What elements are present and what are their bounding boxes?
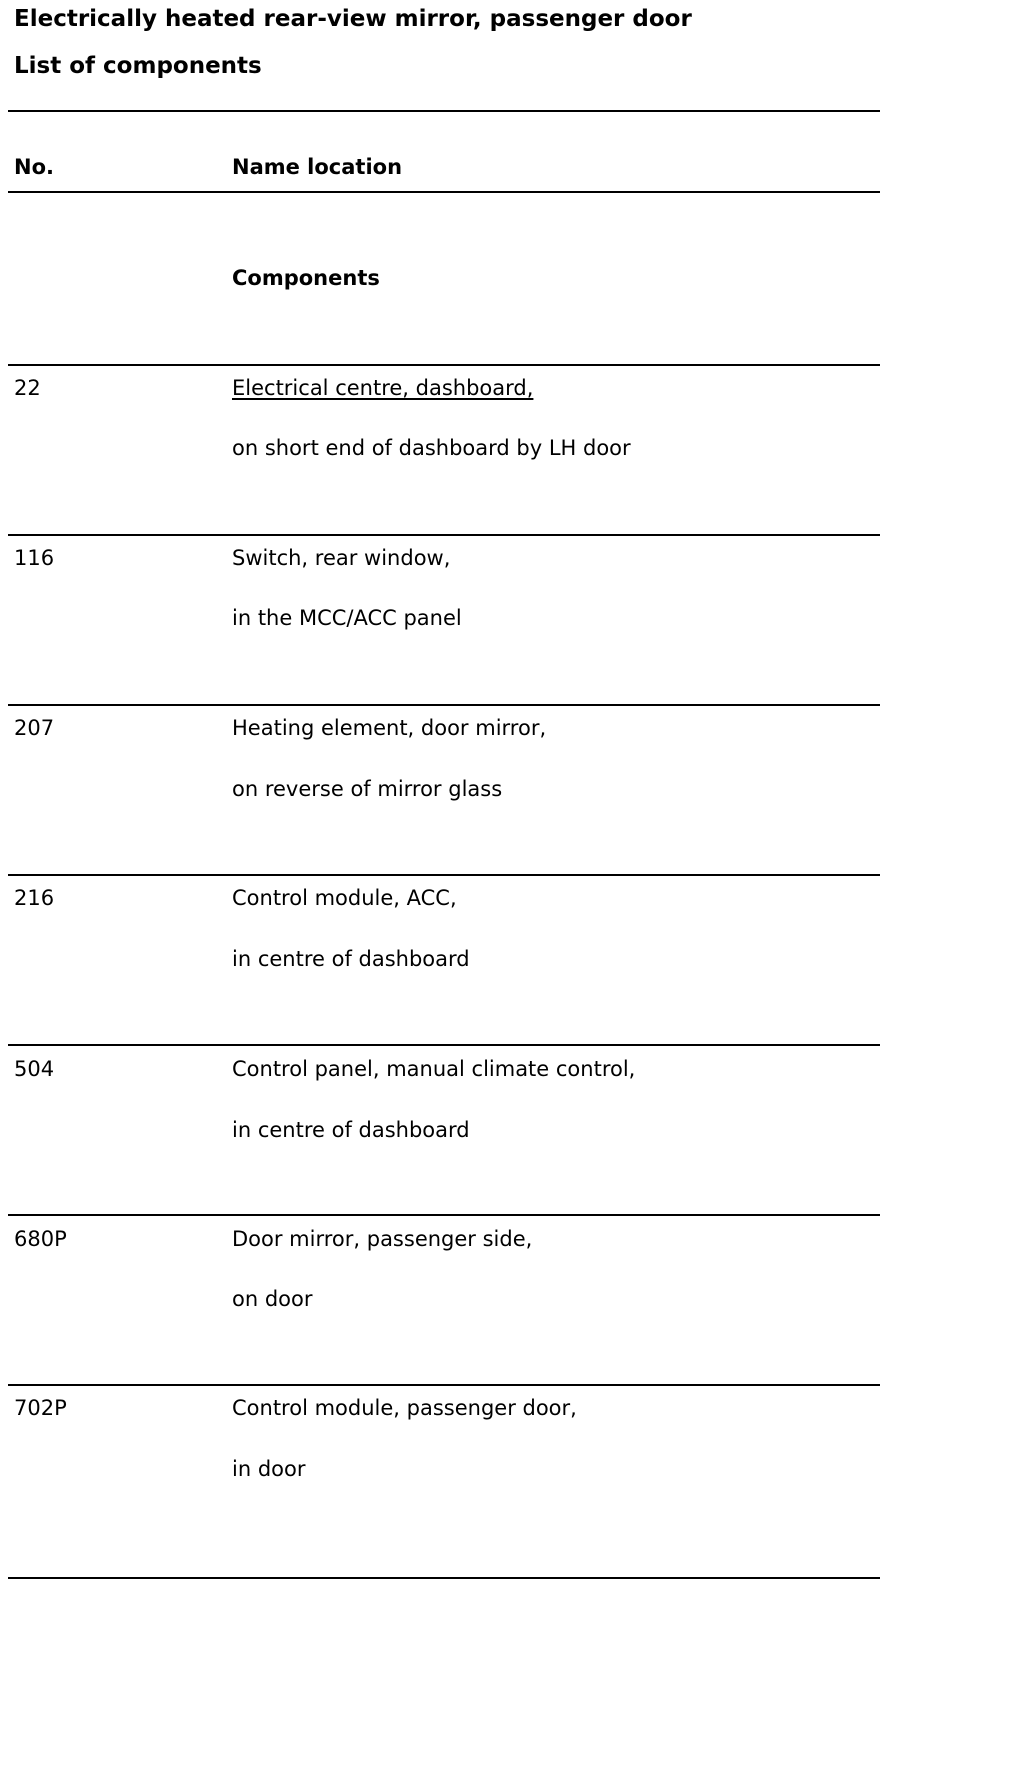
row-number: 702P	[14, 1396, 67, 1420]
row-number: 680P	[14, 1227, 67, 1251]
row-name: Control module, ACC,	[232, 886, 457, 910]
section-heading: Components	[232, 266, 380, 290]
column-header-name-location: Name location	[232, 155, 403, 179]
row-name: Door mirror, passenger side,	[232, 1227, 533, 1251]
column-header-number: No.	[14, 155, 54, 179]
document-subtitle: List of components	[14, 53, 262, 79]
row-divider	[8, 1384, 880, 1386]
row-name: Control panel, manual climate control,	[232, 1057, 636, 1081]
row-number: 116	[14, 546, 55, 570]
row-location: in the MCC/ACC panel	[232, 606, 462, 630]
row-location: in centre of dashboard	[232, 947, 470, 971]
row-number: 216	[14, 886, 55, 910]
row-name: Electrical centre, dashboard,	[232, 376, 534, 400]
row-name: Switch, rear window,	[232, 546, 451, 570]
row-number: 22	[14, 376, 41, 400]
row-number: 207	[14, 716, 55, 740]
row-name: Control module, passenger door,	[232, 1396, 577, 1420]
row-number: 504	[14, 1057, 55, 1081]
row-location: on short end of dashboard by LH door	[232, 436, 631, 460]
row-divider	[8, 1044, 880, 1046]
header-top-rule	[8, 110, 880, 112]
row-name: Heating element, door mirror,	[232, 716, 547, 740]
header-bottom-rule	[8, 191, 880, 193]
row-divider	[8, 364, 880, 366]
row-location: in centre of dashboard	[232, 1118, 470, 1142]
row-divider	[8, 534, 880, 536]
row-location: on reverse of mirror glass	[232, 777, 503, 801]
row-location: in door	[232, 1457, 306, 1481]
table-bottom-rule	[8, 1577, 880, 1579]
row-divider	[8, 1214, 880, 1216]
row-location: on door	[232, 1287, 313, 1311]
row-divider	[8, 874, 880, 876]
document-title: Electrically heated rear-view mirror, passenger door	[14, 6, 692, 32]
row-divider	[8, 704, 880, 706]
